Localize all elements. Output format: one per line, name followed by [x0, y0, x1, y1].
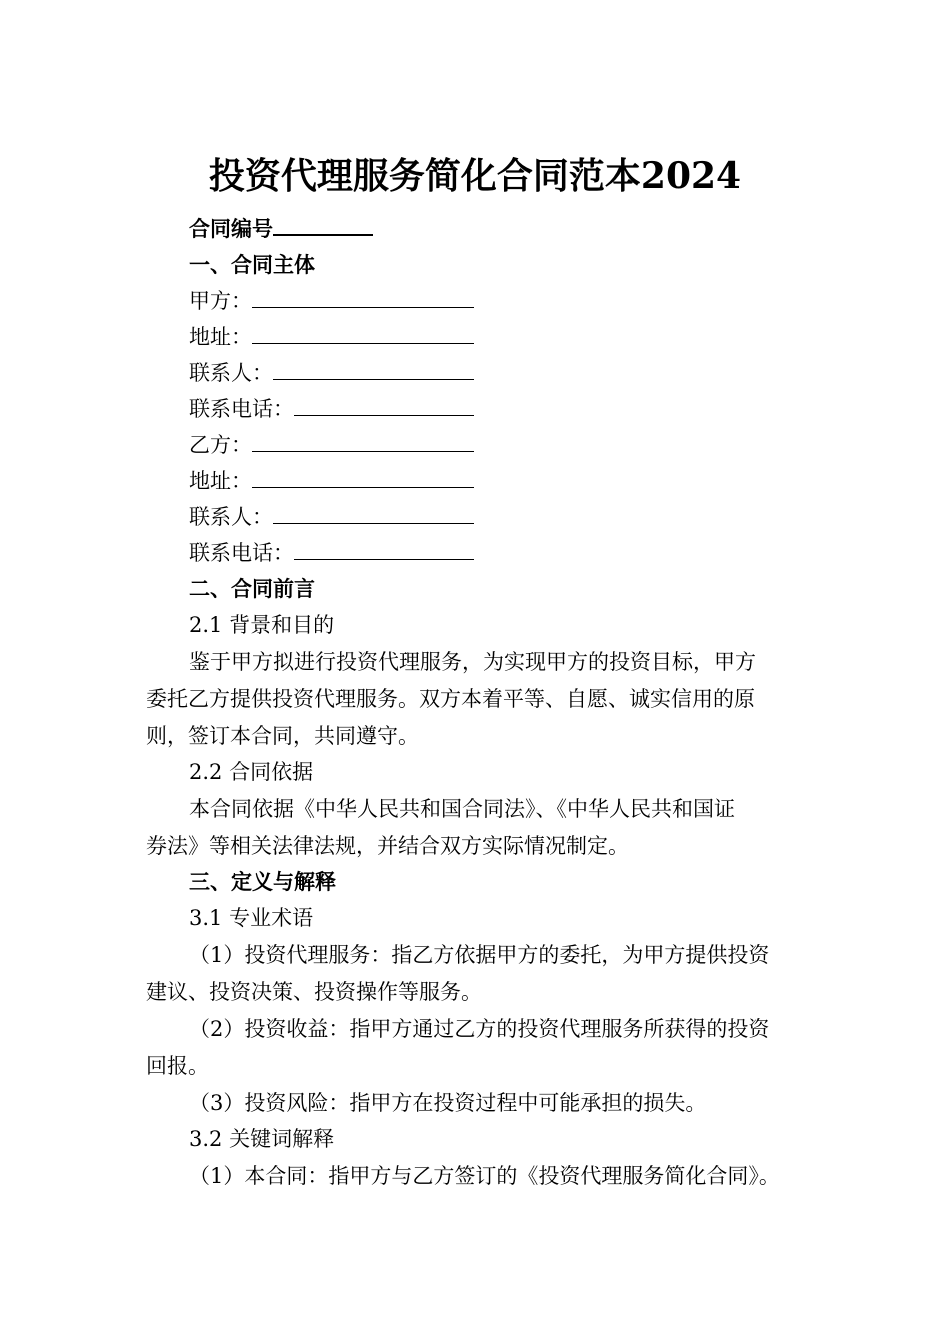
term-1-line-2: 建议、投资决策、投资操作等服务。 [146, 980, 482, 1004]
term-2-line-2: 回报。 [146, 1054, 209, 1078]
contract-number-line [189, 214, 373, 244]
term-2-line-1: （2）投资收益：指甲方通过乙方的投资代理服务所获得的投资 [189, 1017, 770, 1041]
party-b-address-blank[interactable] [252, 467, 474, 488]
party-a-name-blank[interactable] [252, 287, 474, 308]
party-b-phone-blank[interactable] [294, 539, 474, 560]
term-1-line-1: （1）投资代理服务：指乙方依据甲方的委托，为甲方提供投资 [189, 943, 770, 967]
party-a-name-label: 甲方： [189, 289, 252, 313]
party-a-contact-label: 联系人： [189, 361, 273, 385]
keyword-1: （1）本合同：指甲方与乙方签订的《投资代理服务简化合同》。 [189, 1164, 780, 1188]
clause-3-1-heading: 3.1 专业术语 [189, 906, 314, 930]
clause-2-2-line-2: 券法》等相关法律法规，并结合双方实际情况制定。 [146, 834, 629, 858]
party-b-name-blank[interactable] [252, 431, 474, 452]
party-b-address-label: 地址： [189, 469, 252, 493]
party-a-address-line [189, 322, 474, 352]
party-a-phone-line [189, 394, 474, 424]
term-3: （3）投资风险：指甲方在投资过程中可能承担的损失。 [189, 1091, 707, 1115]
party-b-contact-line [189, 502, 474, 532]
section-2-heading: 二、合同前言 [189, 576, 315, 601]
party-b-contact-label: 联系人： [189, 505, 273, 529]
party-b-address-line [189, 466, 474, 496]
document-title: 投资代理服务简化合同范本2024 [208, 155, 742, 197]
party-b-name-line [189, 430, 474, 460]
contract-number-blank[interactable] [273, 214, 373, 236]
party-a-name-line [189, 286, 474, 316]
party-a-phone-label: 联系电话： [189, 397, 294, 421]
clause-2-1-line-1: 鉴于甲方拟进行投资代理服务，为实现甲方的投资目标，甲方 [189, 650, 756, 674]
party-b-contact-blank[interactable] [273, 503, 474, 524]
clause-3-2-heading: 3.2 关键词解释 [189, 1127, 335, 1151]
section-3-heading: 三、定义与解释 [189, 869, 336, 894]
party-b-phone-label: 联系电话： [189, 541, 294, 565]
party-b-phone-line [189, 538, 474, 568]
section-1-heading: 一、合同主体 [189, 252, 315, 277]
clause-2-1-line-3: 则，签订本合同，共同遵守。 [146, 724, 419, 748]
clause-2-2-line-1: 本合同依据《中华人民共和国合同法》、《中华人民共和国证 [189, 797, 735, 821]
party-b-name-label: 乙方： [189, 433, 252, 457]
clause-2-1-line-2: 委托乙方提供投资代理服务。双方本着平等、自愿、诚实信用的原 [146, 687, 755, 711]
party-a-address-blank[interactable] [252, 323, 474, 344]
party-a-contact-blank[interactable] [273, 359, 474, 380]
party-a-address-label: 地址： [189, 325, 252, 349]
party-a-contact-line [189, 358, 474, 388]
contract-number-label: 合同编号 [189, 216, 273, 241]
clause-2-1-heading: 2.1 背景和目的 [189, 613, 335, 637]
clause-2-2-heading: 2.2 合同依据 [189, 760, 314, 784]
party-a-phone-blank[interactable] [294, 395, 474, 416]
